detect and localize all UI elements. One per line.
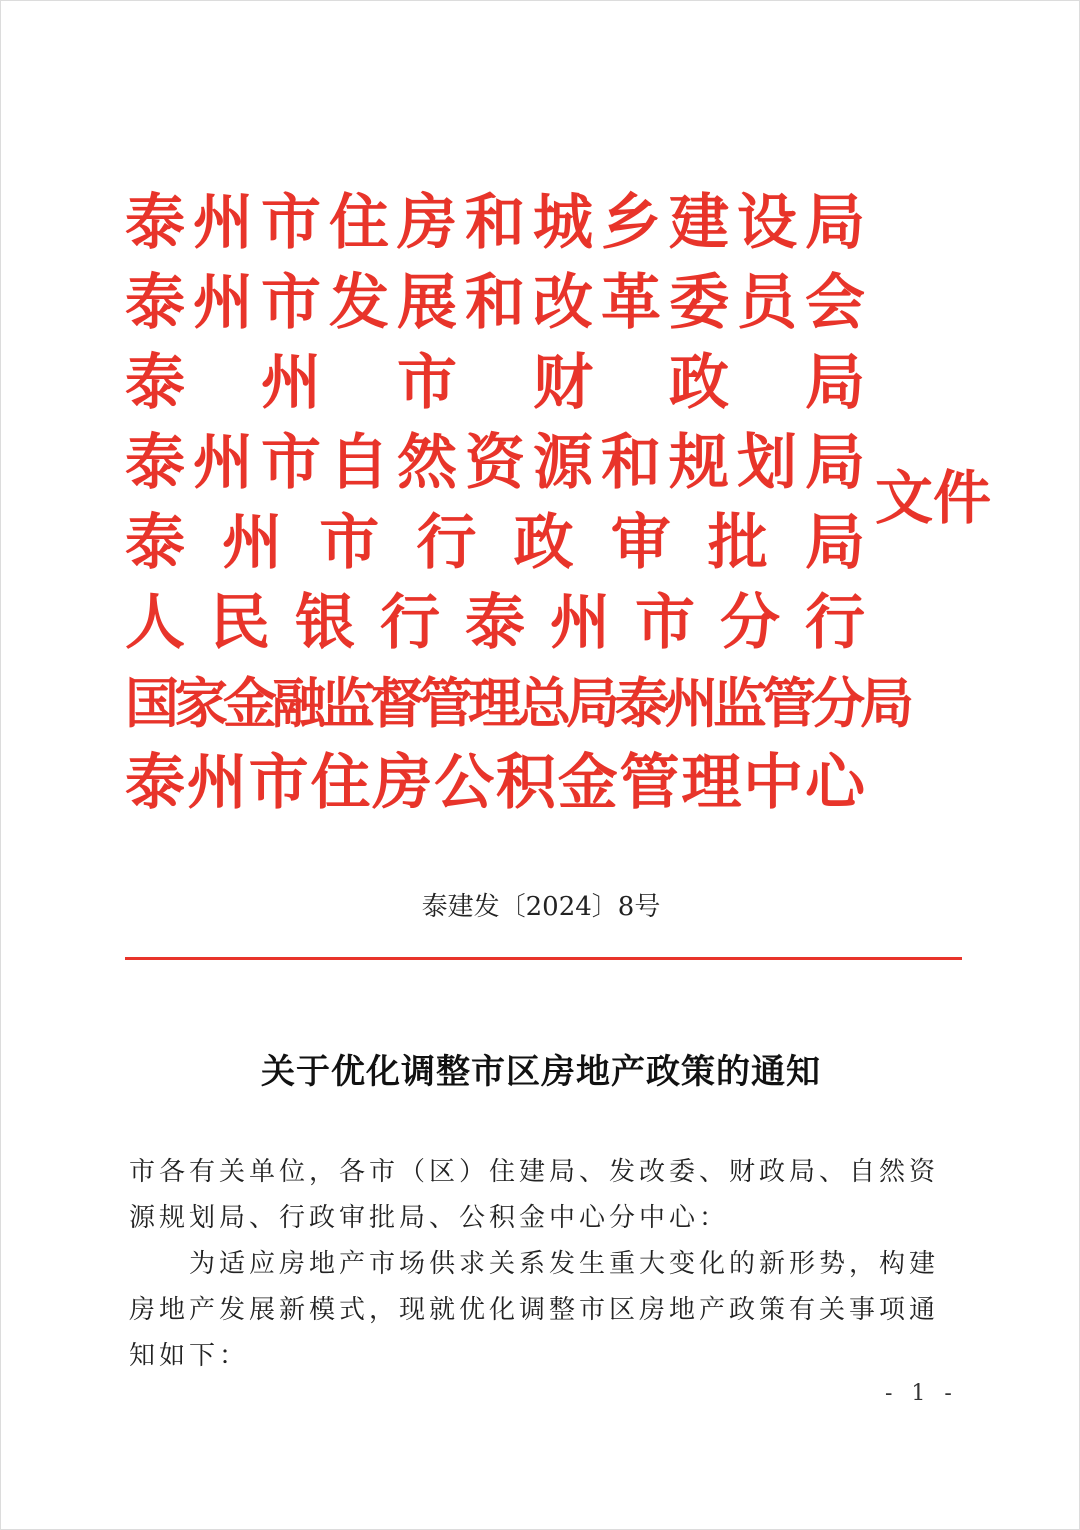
document-number: 泰建发〔2024〕8号 (421, 892, 661, 922)
document-body (129, 1149, 947, 1379)
issuer-line-natural-resources-bureau: 泰 州 市 自 然 资 源 和 规 划 局 (125, 428, 865, 498)
page-number: - 1 - (885, 1381, 958, 1406)
issuer-line-finance-bureau: 泰 州 市 财 政 局 (125, 348, 865, 418)
issuer-line-housing-bureau: 泰 州 市 住 房 和 城 乡 建 设 局 (125, 188, 865, 258)
issuer-line-housing-fund-center: 泰 州 市 住 房 公 积 金 管 理 中 心 (125, 748, 865, 818)
red-divider-line (125, 957, 962, 960)
document-suffix-wenjian: 文件 (875, 464, 992, 532)
issuer-header (125, 183, 914, 823)
issuer-line-administrative-approval-bureau: 泰 州 市 行 政 审 批 局 (125, 508, 865, 578)
issuer-line-peoples-bank-branch: 人 民 银 行 泰 州 市 分 行 (125, 588, 865, 658)
salutation-paragraph: 市各有关单位，各市（区）住建局、发改委、财政局、自然资源规划局、行政审批局、公积金中心分中心： (129, 1157, 940, 1233)
issuer-line-financial-regulatory-branch: 国 家 金 融 监 督 管 理 总 局 泰 州 监 管 分 局 (125, 671, 914, 735)
body-paragraph-1: 为适应房地产市场供求关系发生重大变化的新形势，构建房地产发展新模式，现就优化调整市区房地产政策有关事项通知如下： (129, 1249, 940, 1371)
issuer-line-development-commission: 泰 州 市 发 展 和 改 革 委 员 会 (125, 268, 865, 338)
document-title: 关于优化调整市区房地产政策的通知 (261, 1052, 821, 1092)
